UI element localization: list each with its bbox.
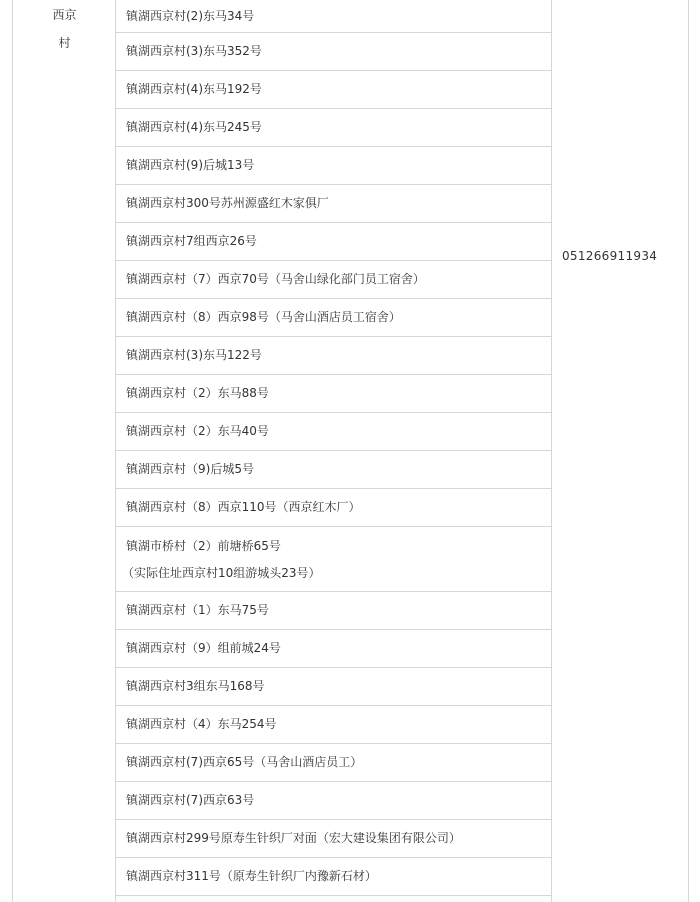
table-row <box>116 299 551 337</box>
village-name-line-1: 西京 <box>52 8 77 22</box>
table-row <box>116 109 551 147</box>
address-cell: 镇湖西京村（8）西京110号（西京红木厂） <box>126 500 361 514</box>
address-cell-note: （实际住址西京村10组游城头23号） <box>122 566 321 580</box>
table-row <box>116 451 551 489</box>
table-row <box>116 592 551 630</box>
phone-column <box>552 0 688 902</box>
table-row <box>116 630 551 668</box>
address-cell: 镇湖西京村(3)东马122号 <box>126 348 262 362</box>
table-row <box>116 0 551 33</box>
table-row <box>116 71 551 109</box>
address-cell: 镇湖西京村(7)西京63号 <box>126 793 255 807</box>
address-cell: 镇湖西京村299号原寿生针织厂对面（宏大建设集团有限公司） <box>126 831 461 845</box>
address-column <box>116 0 552 902</box>
address-cell: 镇湖西京村(2)东马34号 <box>126 9 255 23</box>
table-row <box>116 668 551 706</box>
address-cell: 镇湖西京村（4）东马254号 <box>126 717 277 731</box>
table-row <box>116 489 551 527</box>
address-cell: 镇湖西京村7组西京26号 <box>126 234 257 248</box>
table-row <box>116 147 551 185</box>
table-row <box>116 413 551 451</box>
address-cell: 镇湖西京村3组东马168号 <box>126 679 265 693</box>
table-row <box>116 858 551 896</box>
table-row <box>116 706 551 744</box>
address-cell: 镇湖西京村(4)东马245号 <box>126 120 262 134</box>
address-cell: 镇湖市桥村（2）前塘桥65号 <box>126 539 281 553</box>
table-row <box>116 261 551 299</box>
address-table <box>12 0 689 902</box>
address-cell: 镇湖西京村300号苏州源盛红木家俱厂 <box>126 196 329 210</box>
village-name-line-2: 村 <box>58 36 71 50</box>
table-row <box>116 337 551 375</box>
address-cell: 镇湖西京村（9）组前城24号 <box>126 641 281 655</box>
address-cell: 镇湖西京村（2）东马88号 <box>126 386 269 400</box>
table-row <box>116 782 551 820</box>
table-row <box>116 185 551 223</box>
table-row <box>116 744 551 782</box>
address-cell: 镇湖西京村311号（原寿生针织厂内豫新石材） <box>126 869 377 883</box>
phone-number: 051266911934 <box>562 249 658 263</box>
address-cell: 镇湖西京村(3)东马352号 <box>126 44 262 58</box>
address-cell: 镇湖西京村（8）西京98号（马舍山酒店员工宿舍） <box>126 310 401 324</box>
table-row <box>116 375 551 413</box>
address-cell: 镇湖西京村(7)西京65号（马舍山酒店员工） <box>126 755 363 769</box>
village-column <box>13 0 116 902</box>
address-cell: 镇湖西京村(4)东马192号 <box>126 82 262 96</box>
table-row <box>116 820 551 858</box>
table-row <box>116 33 551 71</box>
address-cell: 镇湖西京村(9)后城13号 <box>126 158 255 172</box>
address-cell: 镇湖西京村（2）东马40号 <box>126 424 269 438</box>
address-cell: 镇湖西京村（1）东马75号 <box>126 603 269 617</box>
table-row <box>116 223 551 261</box>
address-cell: 镇湖西京村（9)后城5号 <box>126 462 254 476</box>
table-row <box>116 527 551 592</box>
address-cell: 镇湖西京村（7）西京70号（马舍山绿化部门员工宿舍） <box>126 272 425 286</box>
